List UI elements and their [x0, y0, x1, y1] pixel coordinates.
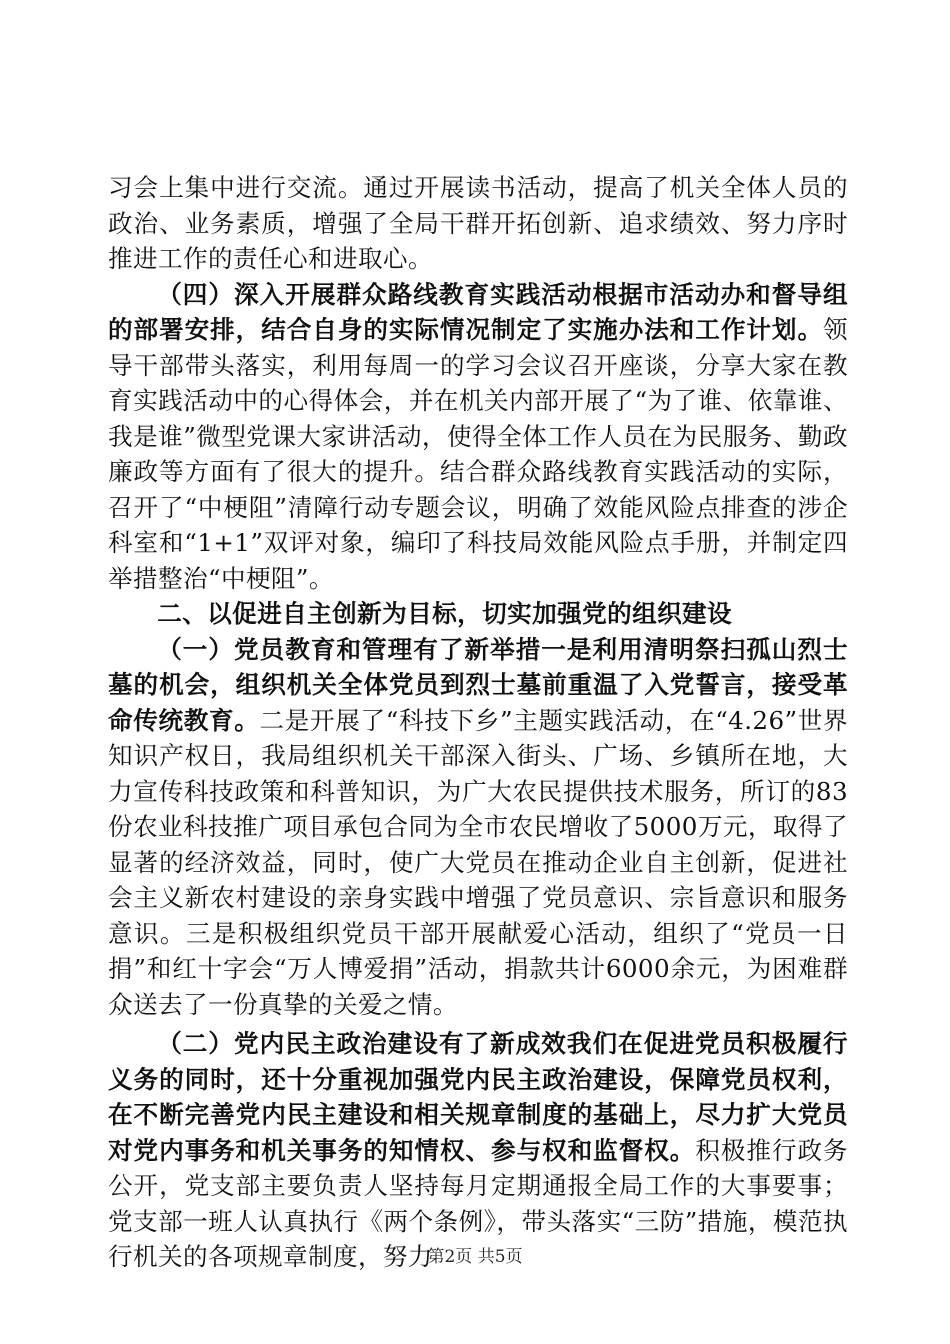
paragraph-inner-party-democracy [108, 1026, 848, 1275]
paragraph-lead: （二）党内民主政治建设有了新成效我们在促进党员积极履行义务的同时，还十分重视加强党内民主政治建设，保障党员权利，在不断完善党内民主建设和相关规章制度的基础上，尽力扩大党员对党内事务和机关事务的知情权、参与权和监督权。 [108, 1029, 848, 1165]
paragraph-continuation [108, 170, 848, 277]
paragraph-lead: （一）党员教育和管理有了新举措一是利用清明祭扫孤山烈士墓的机会，组织机关全体党员到烈士墓前重温了入党誓言，接受革命传统教育。 [108, 634, 848, 735]
paragraph-member-education [108, 632, 848, 1023]
paragraph-lead: （四）深入开展群众路线教育实践活动根据市活动办和督导组的部署安排，结合自身的实际情况制定了实施办法和工作计划。 [108, 279, 848, 344]
paragraph-text: 二是开展了“科技下乡”主题实践活动，在“4.26”世界知识产权日，我局组织机关干部深入街头、广场、乡镇所在地，大力宣传科技政策和科普知识，为广大农民提供技术服务，所订的83份农业科技推广项目承包合同为全市农民增收了5000万元，取得了显著的经济效益，同时，使广大党员在推动企业自主创新，促进社会主义新农村建设的亲身实践中增强了党员意识、宗旨意识和服务意识。三是积极组织党员干部开展献爱心活动，组织了“党员一日捐”和红十字会“万人博爱捐”活动，捐款共计6000余元，为困难群众送去了一份真挚的关爱之情。 [108, 705, 848, 1019]
page-footer [0, 1242, 950, 1267]
section-heading-organization [108, 596, 848, 632]
paragraph-text: 积极推行政务公开，党支部主要负责人坚持每月定期通报全局工作的大事要事；党支部一班人认真执行《两个条例》，带头落实“三防”措施，模范执行机关的各项规章制度，努力 [108, 1135, 849, 1271]
paragraph-text: 领导干部带头落实，利用每周一的学习会议召开座谈，分享大家在教育实践活动中的心得体会，并在机关内部开展了“为了谁、依靠谁、我是谁”微型党课大家讲活动，使得全体工作人员在为民服务、勤政廉政等方面有了很大的提升。结合群众路线教育实践活动的实际，召开了“中梗阻”清障行动专题会议，明确了效能风险点排查的涉企科室和“1+1”双评对象，编印了科技局效能风险点手册，并制定四举措整治“中梗阻”。 [108, 315, 848, 593]
page-number-label: 第2页 共5页 [427, 1247, 523, 1267]
document-body [108, 170, 848, 1275]
paragraph-mass-line-education [108, 277, 848, 597]
paragraph-text: 习会上集中进行交流。通过开展读书活动，提高了机关全体人员的政治、业务素质，增强了全局干群开拓创新、追求绩效、努力序时推进工作的责任心和进取心。 [108, 173, 848, 273]
section-heading-text: 二、以促进自主创新为目标，切实加强党的组织建设 [157, 599, 733, 628]
